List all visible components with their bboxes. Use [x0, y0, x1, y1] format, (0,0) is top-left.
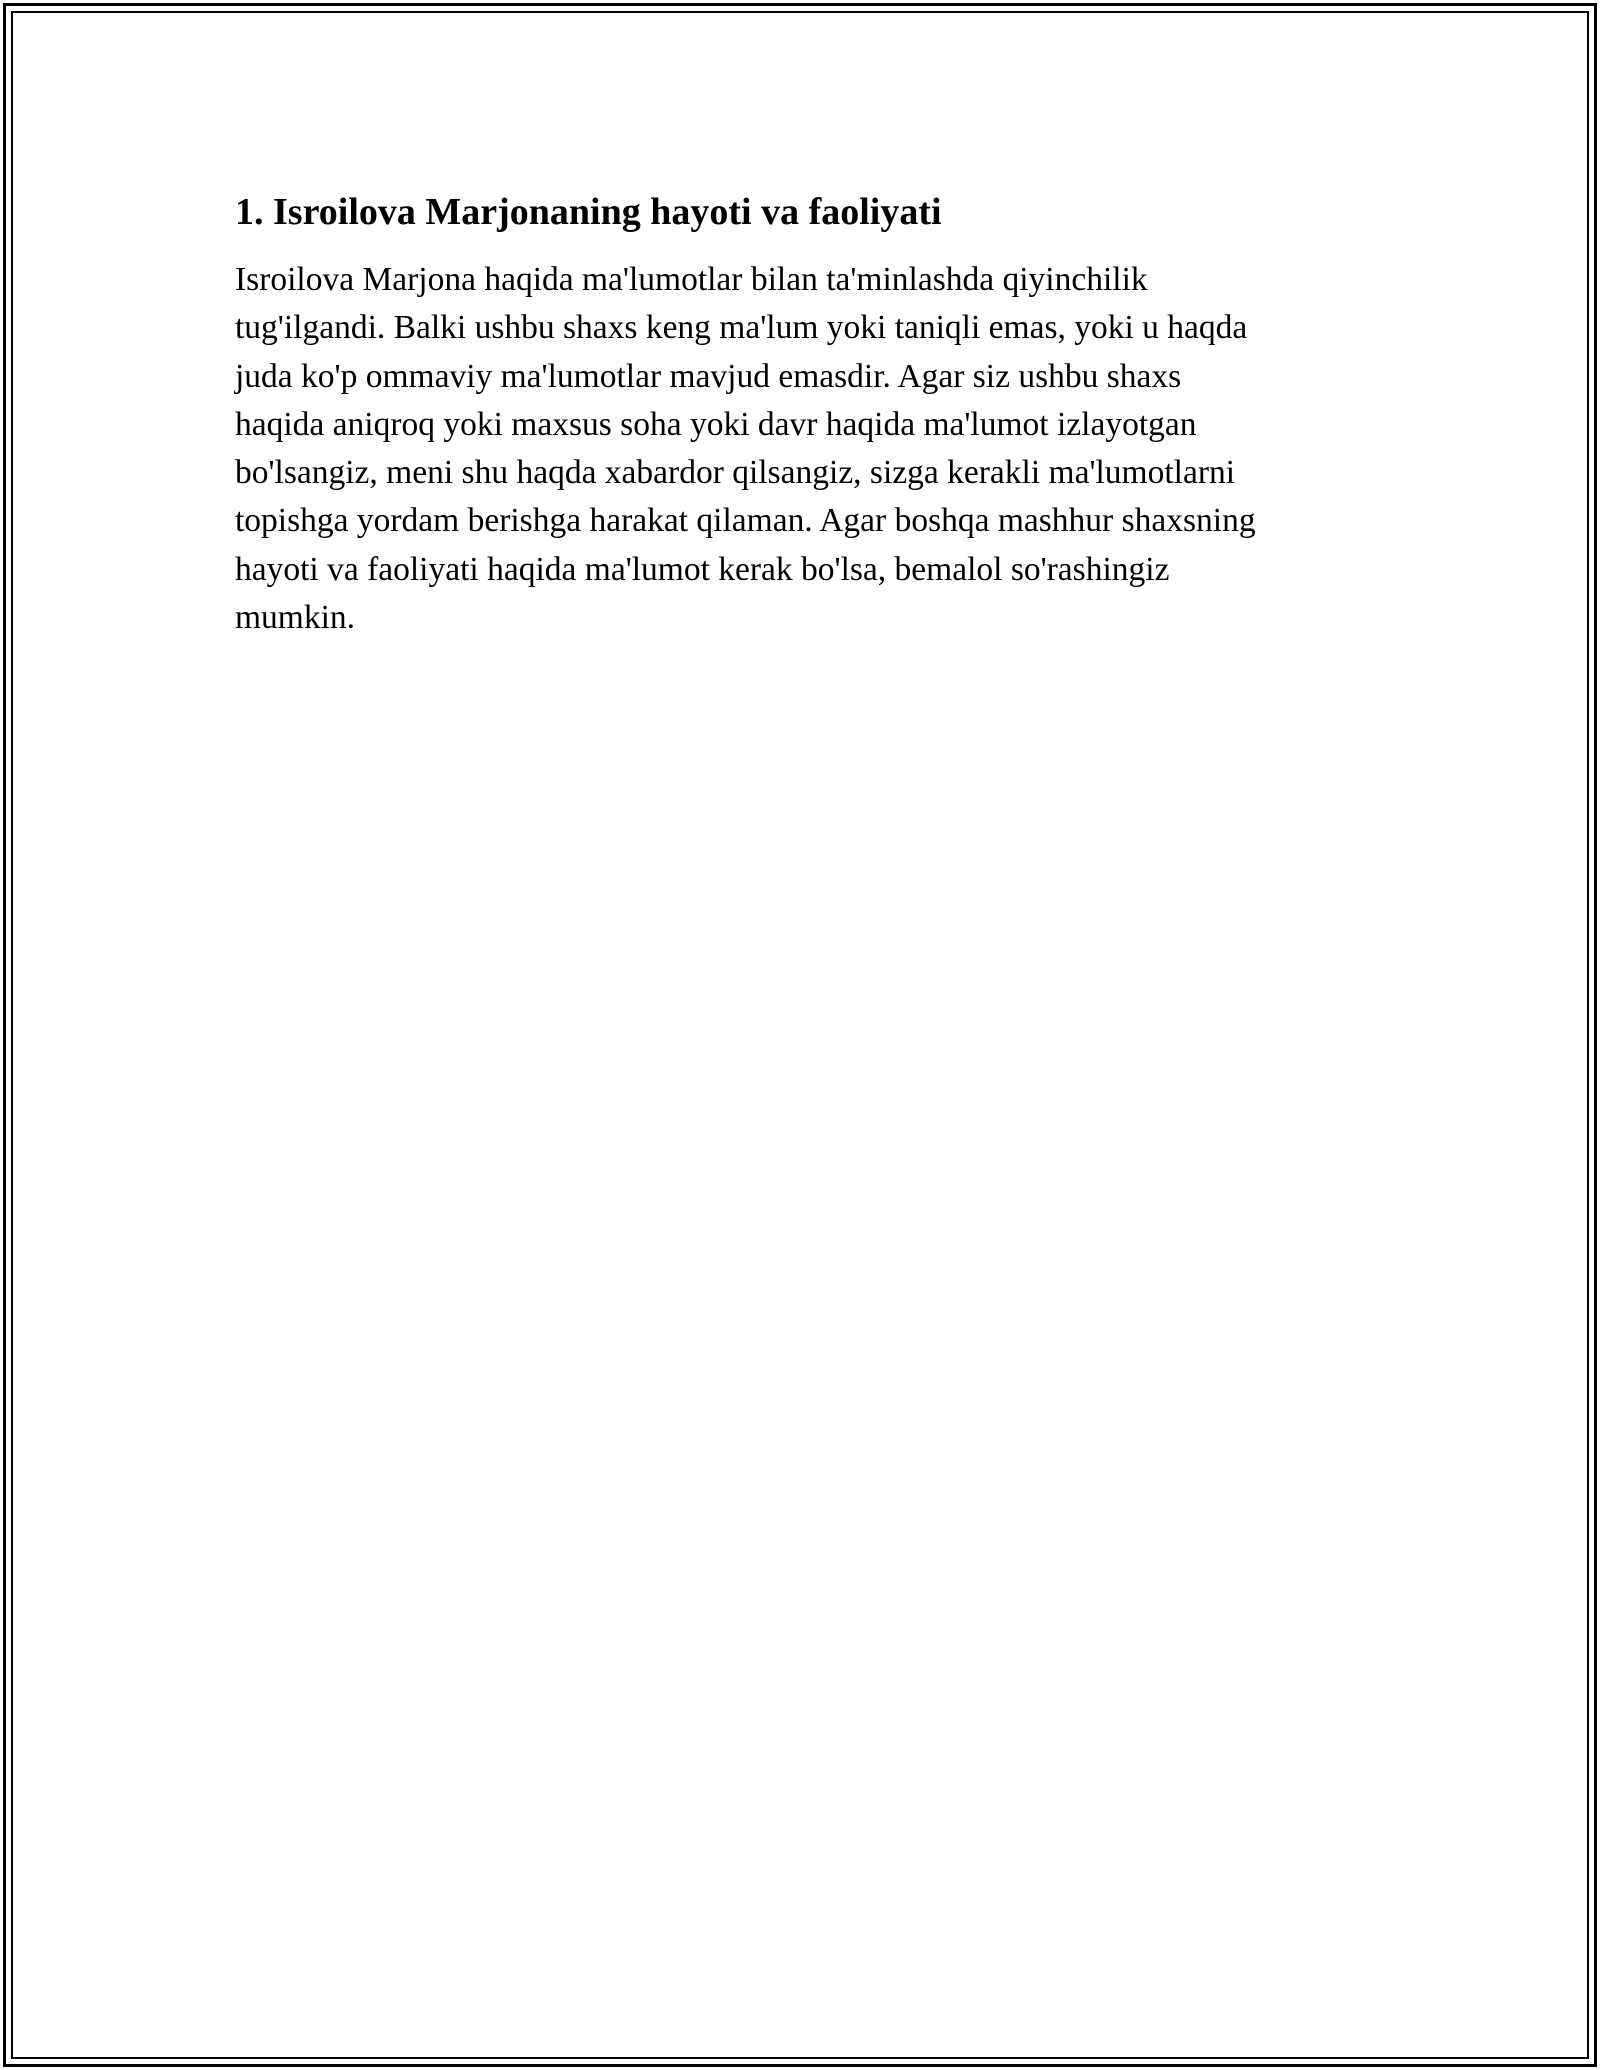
section-heading: 1. Isroilova Marjonaning hayoti va faoliyati — [235, 191, 942, 233]
paragraph-line: bo'lsangiz, meni shu haqda xabardor qilsangiz, sizga kerakli ma'lumotlarni — [235, 454, 1236, 492]
paragraph-line: Isroilova Marjona haqida ma'lumotlar bilan ta'minlashda qiyinchilik — [235, 261, 1148, 298]
paragraph-line: mumkin. — [235, 599, 356, 637]
paragraph-line: hayoti va faoliyati haqida ma'lumot kerak bo'lsa, bemalol so'rashingiz — [235, 550, 1170, 588]
paragraph-line: haqida aniqroq yoki maxsus soha yoki davr haqida ma'lumot izlayotgan — [235, 405, 1197, 443]
body-paragraph — [235, 256, 1365, 642]
document-content — [235, 186, 1365, 642]
paragraph-line: juda ko'p ommaviy ma'lumotlar mavjud emasdir. Agar siz ushbu shaxs — [235, 357, 1182, 395]
paragraph-line: topishga yordam berishga harakat qilaman. Agar boshqa mashhur shaxsning — [235, 502, 1256, 540]
paragraph-line: tug'ilgandi. Balki ushbu shaxs keng ma'lum yoki taniqli emas, yoki u haqda — [235, 309, 1248, 347]
